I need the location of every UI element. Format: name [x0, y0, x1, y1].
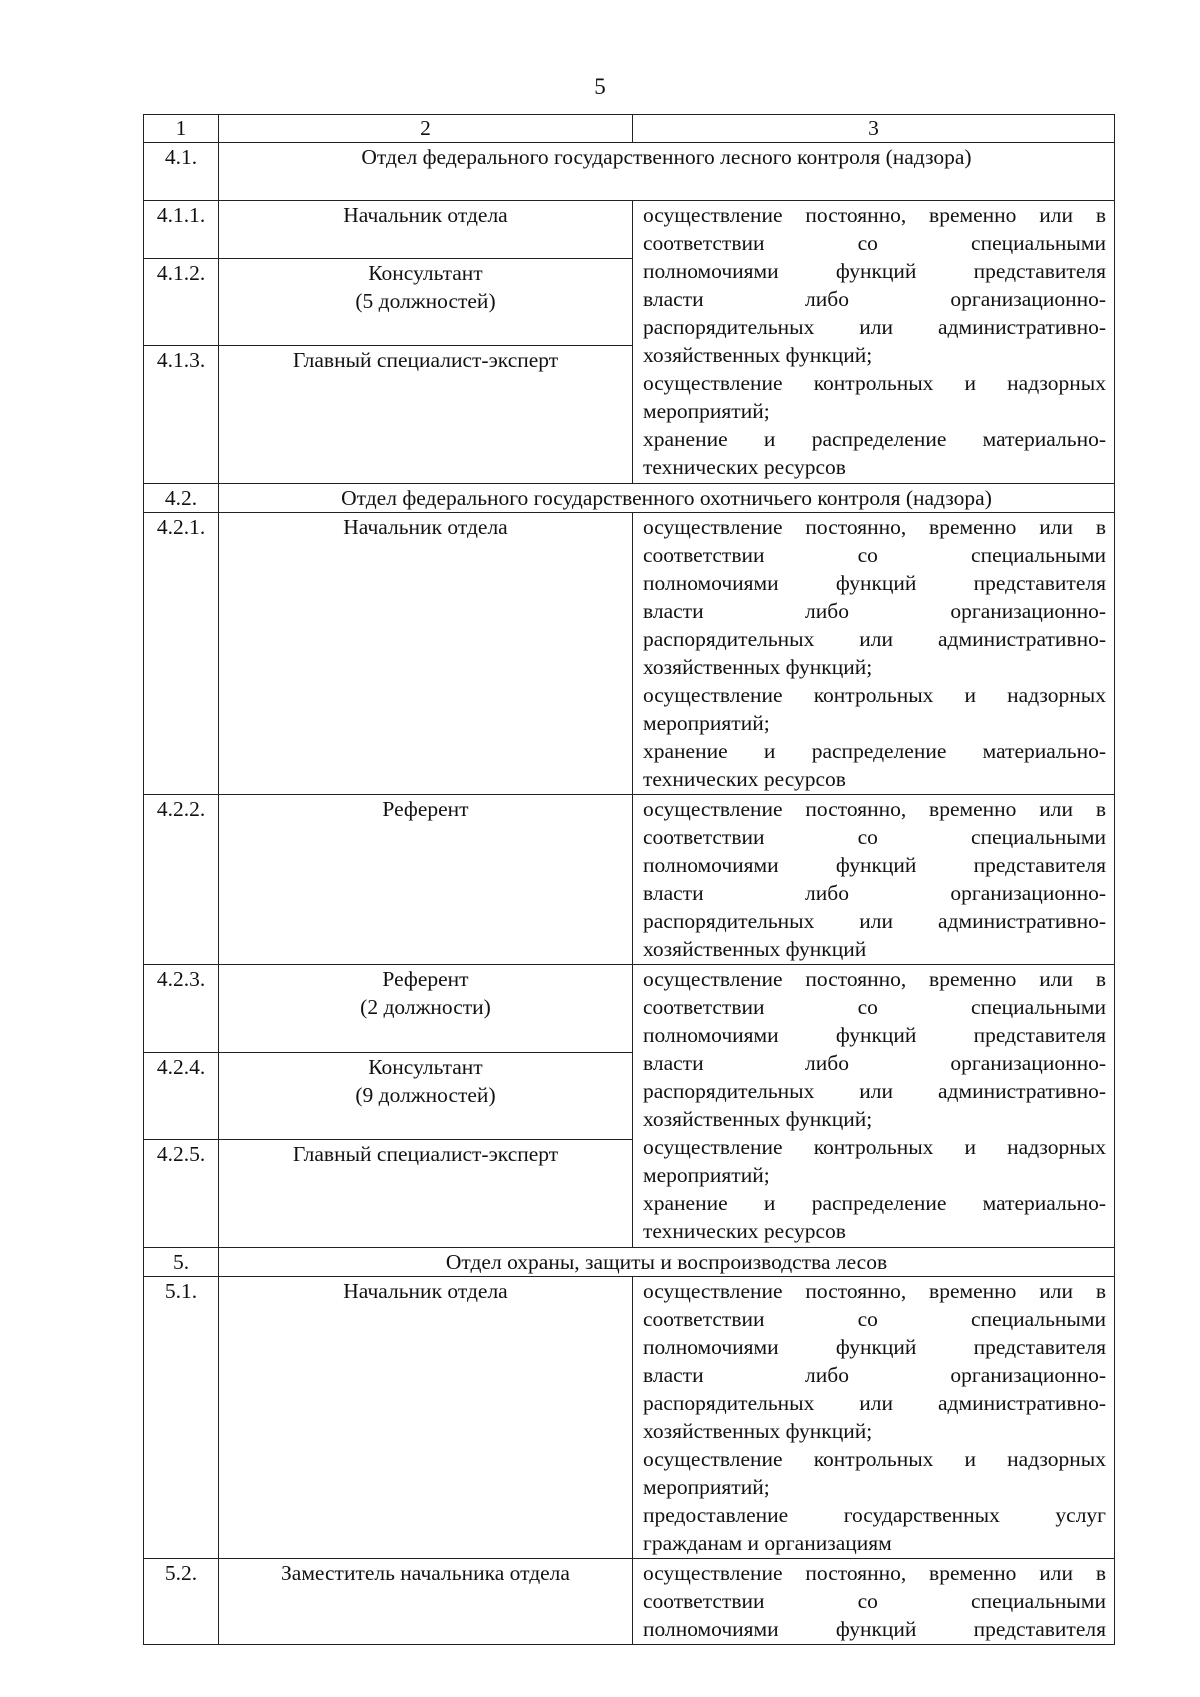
section-row-4-1	[144, 143, 1115, 201]
position-name: Консультант	[368, 261, 483, 285]
duty-line: технических ресурсов	[643, 1219, 846, 1243]
duties-cell	[633, 795, 1115, 965]
table-row-4-2-1	[144, 513, 1115, 795]
section-title: Отдел федерального государственного лесного контроля (надзора)	[219, 143, 1115, 201]
duty-line: хозяйственных функций	[643, 937, 867, 961]
position-count: (2 должности)	[360, 995, 491, 1019]
row-number: 4.2.4.	[144, 1053, 219, 1140]
section-title: Отдел федерального государственного охотничьего контроля (надзора)	[219, 484, 1115, 513]
duty-line: полномочиями функций представителя	[643, 853, 1106, 877]
duty-line: хозяйственных функций;	[643, 655, 873, 679]
positions-table	[143, 114, 1115, 1645]
row-number: 4.2.1.	[144, 513, 219, 795]
position-cell	[219, 795, 633, 965]
position-cell	[219, 1559, 633, 1645]
duty-line: распорядительных или административно-	[643, 1391, 1106, 1415]
duty-line: хозяйственных функций;	[643, 1107, 873, 1131]
table-row-4-1-1	[144, 201, 1115, 259]
duty-line: мероприятий;	[643, 1163, 770, 1187]
duty-line: технических ресурсов	[643, 455, 846, 479]
table-row-4-2-3	[144, 965, 1115, 1053]
duties-cell	[633, 1559, 1115, 1645]
duty-line: власти либо организационно-	[643, 881, 1106, 905]
duty-line: мероприятий;	[643, 711, 770, 735]
header-col-2: 2	[219, 115, 633, 143]
duty-line: хозяйственных функций;	[643, 343, 873, 367]
duty-line: мероприятий;	[643, 399, 770, 423]
duty-line: технических ресурсов	[643, 767, 846, 791]
duty-line: полномочиями функций представителя	[643, 1617, 1106, 1641]
row-number: 4.1.	[144, 143, 219, 201]
position-cell	[219, 1053, 633, 1140]
section-row-4-2	[144, 484, 1115, 513]
duty-line: осуществление постоянно, временно или в	[643, 967, 1106, 991]
position-name: Заместитель начальника отдела	[281, 1561, 570, 1585]
duty-line: распорядительных или административно-	[643, 1079, 1106, 1103]
position-cell	[219, 965, 633, 1053]
row-number: 4.1.3.	[144, 346, 219, 484]
header-col-3: 3	[633, 115, 1115, 143]
position-cell	[219, 513, 633, 795]
page-number: 5	[594, 74, 606, 99]
duty-line: гражданам и организациям	[643, 1531, 892, 1555]
duty-line: осуществление постоянно, временно или в	[643, 203, 1106, 227]
duty-line: полномочиями функций представителя	[643, 571, 1106, 595]
duty-line: соответствии со специальными	[643, 825, 1106, 849]
row-number: 4.1.2.	[144, 259, 219, 346]
position-name: Начальник отдела	[343, 1279, 508, 1303]
duty-line: хранение и распределение материально-	[643, 739, 1106, 763]
duty-line: полномочиями функций представителя	[643, 1335, 1106, 1359]
duty-line: соответствии со специальными	[643, 995, 1106, 1019]
duties-cell	[633, 965, 1115, 1248]
position-cell	[219, 1140, 633, 1248]
table-row-5-1	[144, 1277, 1115, 1559]
duty-line: предоставление государственных услуг	[643, 1503, 1106, 1527]
duty-line: соответствии со специальными	[643, 231, 1106, 255]
position-count: (9 должностей)	[355, 1083, 496, 1107]
position-name: Главный специалист-эксперт	[292, 1142, 559, 1166]
duties-cell	[633, 201, 1115, 484]
duty-line: осуществление контрольных и надзорных	[643, 371, 1106, 395]
table-header-row	[144, 115, 1115, 143]
section-row-5	[144, 1248, 1115, 1277]
row-number: 4.2.	[144, 484, 219, 513]
duty-line: хранение и распределение материально-	[643, 427, 1106, 451]
position-name: Референт	[382, 797, 469, 821]
duty-line: власти либо организационно-	[643, 1051, 1106, 1075]
duty-line: осуществление контрольных и надзорных	[643, 683, 1106, 707]
position-cell	[219, 259, 633, 346]
duty-line: полномочиями функций представителя	[643, 259, 1106, 283]
duty-line: осуществление постоянно, временно или в	[643, 1279, 1106, 1303]
duty-line: полномочиями функций представителя	[643, 1023, 1106, 1047]
row-number: 4.2.5.	[144, 1140, 219, 1248]
row-number: 4.2.3.	[144, 965, 219, 1053]
duty-line: распорядительных или административно-	[643, 315, 1106, 339]
position-name: Консультант	[368, 1055, 483, 1079]
position-name: Начальник отдела	[343, 203, 508, 227]
position-name: Главный специалист-эксперт	[292, 348, 559, 372]
duty-line: распорядительных или административно-	[643, 909, 1106, 933]
duty-line: осуществление контрольных и надзорных	[643, 1447, 1106, 1471]
row-number: 5.	[144, 1248, 219, 1277]
duty-line: мероприятий;	[643, 1475, 770, 1499]
duty-line: власти либо организационно-	[643, 599, 1106, 623]
duty-line: осуществление постоянно, временно или в	[643, 797, 1106, 821]
position-cell	[219, 1277, 633, 1559]
table-row-4-2-2	[144, 795, 1115, 965]
duty-line: соответствии со специальными	[643, 543, 1106, 567]
duty-line: соответствии со специальными	[643, 1589, 1106, 1613]
row-number: 5.2.	[144, 1559, 219, 1645]
table-row-5-2	[144, 1559, 1115, 1645]
duty-line: власти либо организационно-	[643, 1363, 1106, 1387]
duties-cell	[633, 513, 1115, 795]
header-col-1: 1	[144, 115, 219, 143]
duty-line: хранение и распределение материально-	[643, 1191, 1106, 1215]
row-number: 4.2.2.	[144, 795, 219, 965]
duty-line: распорядительных или административно-	[643, 627, 1106, 651]
duty-line: соответствии со специальными	[643, 1307, 1106, 1331]
duty-line: осуществление постоянно, временно или в	[643, 1561, 1106, 1585]
duty-line: осуществление постоянно, временно или в	[643, 515, 1106, 539]
position-name: Начальник отдела	[343, 515, 508, 539]
position-cell	[219, 346, 633, 484]
row-number: 5.1.	[144, 1277, 219, 1559]
row-number: 4.1.1.	[144, 201, 219, 259]
duty-line: осуществление контрольных и надзорных	[643, 1135, 1106, 1159]
duty-line: хозяйственных функций;	[643, 1419, 873, 1443]
position-cell	[219, 201, 633, 259]
duty-line: власти либо организационно-	[643, 287, 1106, 311]
duties-cell	[633, 1277, 1115, 1559]
position-count: (5 должностей)	[355, 289, 496, 313]
position-name: Референт	[382, 967, 469, 991]
section-title: Отдел охраны, защиты и воспроизводства лесов	[219, 1248, 1115, 1277]
